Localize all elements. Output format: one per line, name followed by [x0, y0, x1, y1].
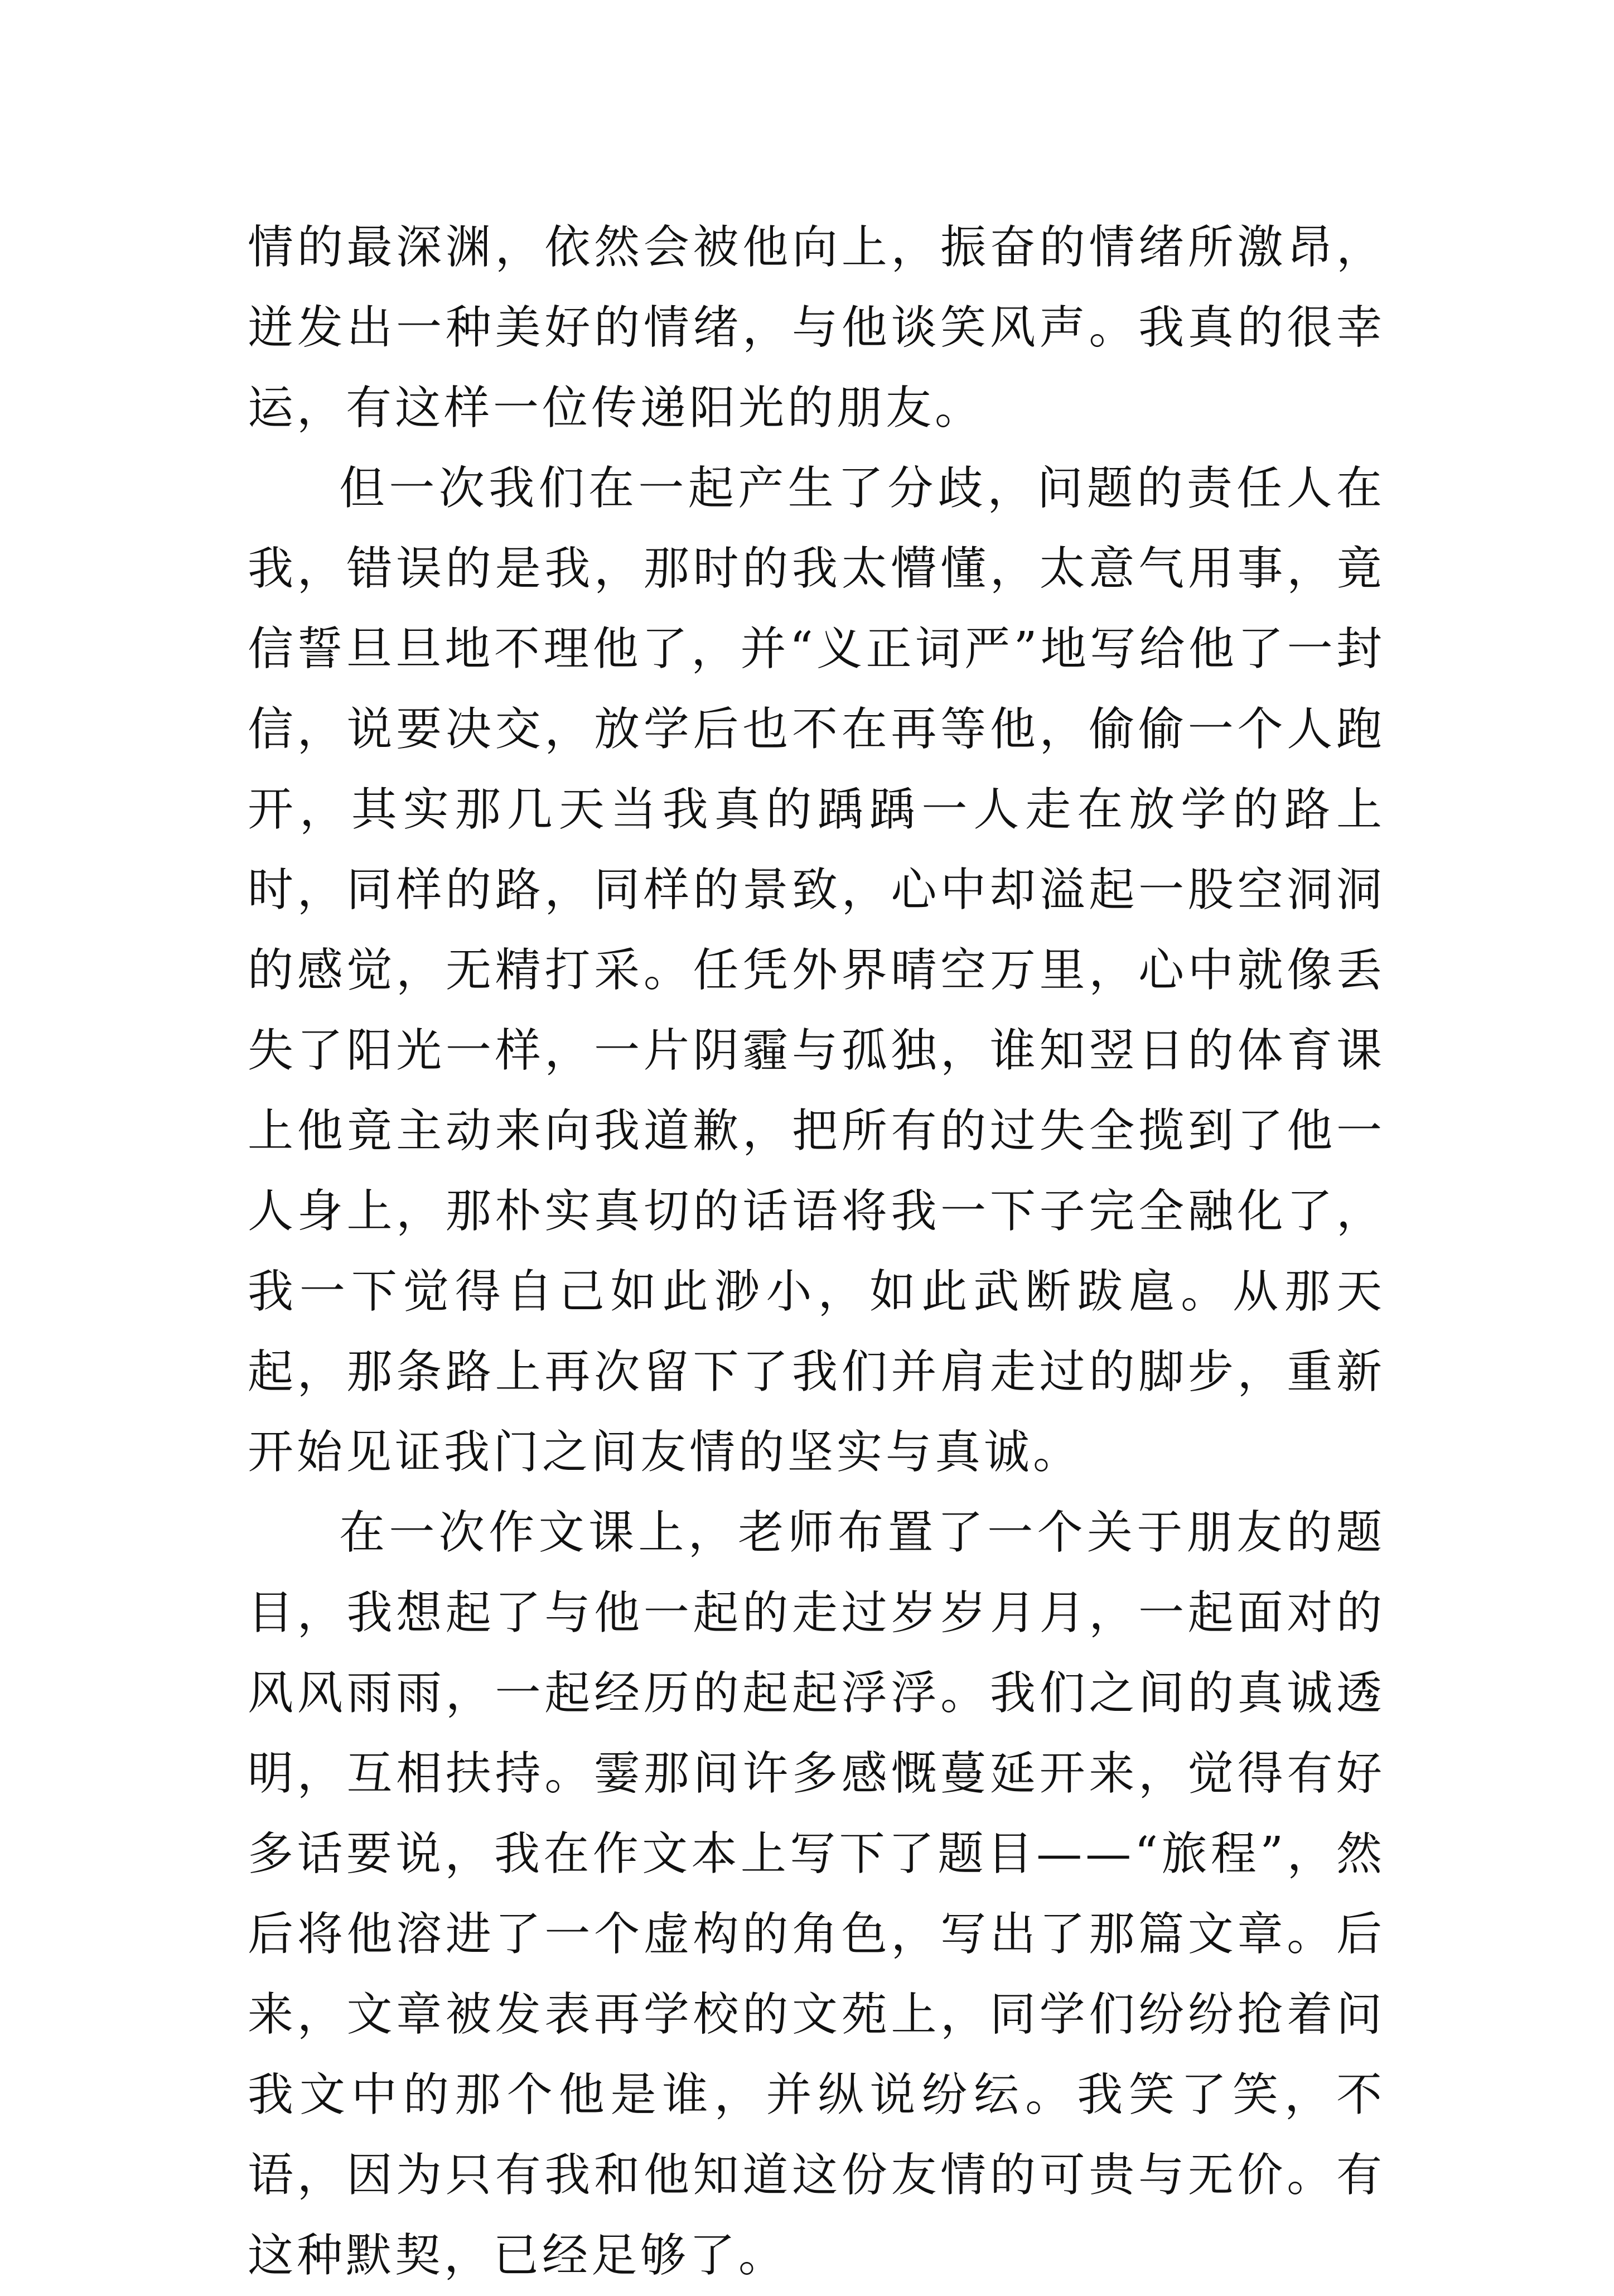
paragraph-1: 情的最深渊，依然会被他向上，振奋的情绪所激昂，迸发出一种美好的情绪，与他谈笑风声。我真的很幸运，有这样一位传递阳光的朋友。 — [248, 221, 1385, 435]
paragraph-2: 但一次我们在一起产生了分歧，问题的责任人在我，错误的是我，那时的我太懵懂，太意气用事，竟信誓旦旦地不理他了，并“义正词严”地写给他了一封信，说要决交，放学后也不在再等他，偷偷一个人跑开，其实那几天当我真的踽踽一人走在放学的路上时，同样的路，同样的景致，心中却溢起一股空洞洞的感觉，无精打采。任凭外界晴空万里，心中就像丢失了阳光一样，一片阴霾与孤独，谁知翌日的体育课上他竟主动来向我道歉，把所有的过失全揽到了他一人身上，那朴实真切的话语将我一下子完全融化了，我一下觉得自己如此渺小，如此武断跋扈。从那天起，那条路上再次留下了我们并肩走过的脚步，重新开始见证我门之间友情的坚实与真诚。 — [248, 462, 1385, 1479]
paragraph-3: 在一次作文课上，老师布置了一个关于朋友的题目，我想起了与他一起的走过岁岁月月，一起面对的风风雨雨，一起经历的起起浮浮。我们之间的真诚透明，互相扶持。霎那间许多感慨蔓延开来，觉得有好多话要说，我在作文本上写下了题目——“旅程”，然后将他溶进了一个虚构的角色，写出了那篇文章。后来，文章被发表再学校的文苑上，同学们纷纷抢着问我文中的那个他是谁，并纵说纷纭。我笑了笑，不语，因为只有我和他知道这份友情的可贵与无价。有这种默契，已经足够了。 — [248, 1506, 1385, 2282]
body-text — [248, 208, 1385, 2296]
